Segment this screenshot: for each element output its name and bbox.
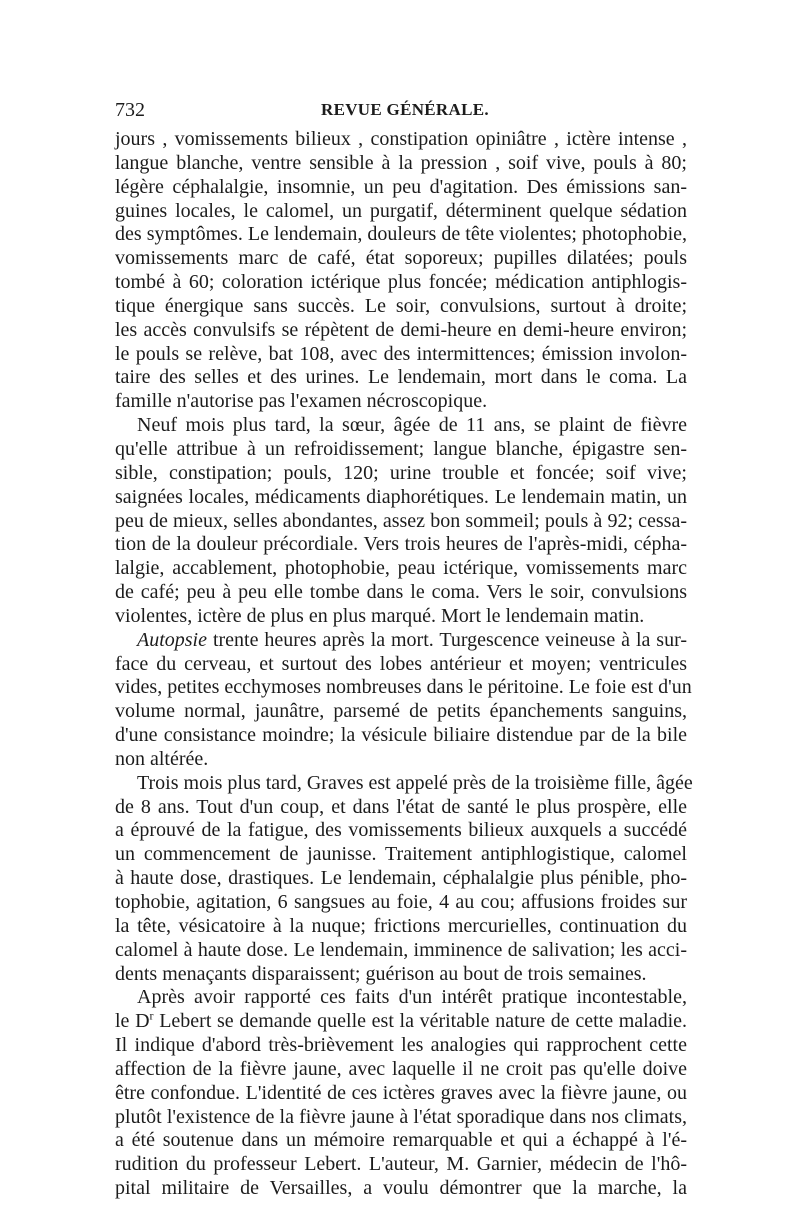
text-line: de café; peu à peu elle tombe dans le coma. Vers le soir, convulsions (115, 581, 687, 604)
page-number: 732 (115, 99, 145, 121)
running-title: REVUE GÉNÉRALE. (321, 100, 489, 119)
text-line: d'une consistance moindre; la vésicule biliaire distendue par de la bile (115, 724, 687, 747)
doctor-abbrev: le D (115, 1010, 150, 1033)
text-line: saignées locales, médicaments diaphorétiques. Le lendemain matin, un (115, 485, 687, 508)
text-line: famille n'autorise pas l'examen nécroscopique. (115, 390, 488, 413)
doctor-line-text: Lebert se demande quelle est la véritable nature de cette maladie. (159, 1010, 688, 1033)
text-line: langue blanche, ventre sensible à la pression , soif vive, pouls à 80; (115, 151, 687, 174)
text-line: vides, petites ecchymoses nombreuses dans le péritoine. Le foie est d'un (115, 676, 692, 699)
text-line: Il indique d'abord très-brièvement les analogies qui rapprochent cette (115, 1034, 687, 1057)
text-line: qu'elle attribue à un refroidissement; langue blanche, épigastre sen- (115, 437, 687, 460)
text-line: dents menaçants disparaissent; guérison au bout de trois semaines. (115, 962, 647, 985)
text-line: plutôt l'existence de la fièvre jaune à l'état sporadique dans nos climats, (115, 1105, 687, 1128)
text-line: un commencement de jaunisse. Traitement antiphlogistique, calomel (115, 843, 687, 866)
autopsie-text: trente heures après la mort. Turgescence veineuse à la sur- (212, 628, 688, 651)
text-line: tique énergique sans succès. Le soir, convulsions, surtout à droite; (115, 294, 687, 317)
doctor-line (115, 1010, 687, 1034)
text-line: non altérée. (115, 747, 209, 770)
text-line: jours , vomissements bilieux , constipation opiniâtre , ictère intense , (115, 128, 687, 150)
text-line: légère céphalalgie, insomnie, un peu d'agitation. Des émissions san- (115, 175, 687, 198)
text-line: a été soutenue dans un mémoire remarquable et qui a échappé à l'é- (115, 1129, 687, 1152)
text-line: les accès convulsifs se répètent de demi-heure en demi-heure environ; (115, 318, 687, 341)
text-line: face du cerveau, et surtout des lobes antérieur et moyen; ventricules (115, 652, 687, 675)
text-line: calomel à haute dose. Le lendemain, imminence de salivation; les acci- (115, 938, 687, 961)
text-line: lalgie, accablement, photophobie, peau ictérique, vomissements marc (115, 557, 687, 580)
text-line: être confondue. L'identité de ces ictères graves avec la fièvre jaune, ou (115, 1081, 687, 1104)
text-line: volume normal, jaunâtre, parsemé de petits épanchements sanguins, (115, 700, 687, 723)
text-line: sible, constipation; pouls, 120; urine trouble et foncée; soif vive; (115, 461, 687, 484)
text-line: guines locales, le calomel, un purgatif, déterminent quelque sédation (115, 199, 687, 222)
text-line: des symptômes. Le lendemain, douleurs de tête violentes; photophobie, (115, 223, 687, 246)
text-line: rudition du professeur Lebert. L'auteur, M. Garnier, médecin de l'hô- (115, 1153, 687, 1176)
text-line: peu de mieux, selles abondantes, assez bon sommeil; pouls à 92; cessa- (115, 509, 687, 532)
text-line: affection de la fièvre jaune, avec laquelle il ne croit pas qu'elle doive (115, 1057, 687, 1080)
doctor-superscript: r (149, 1008, 154, 1023)
text-line: tophobie, agitation, 6 sangsues au foie, 4 au cou; affusions froides sur (115, 891, 687, 913)
text-line: à haute dose, drastiques. Le lendemain, céphalalgie plus pénible, pho- (115, 867, 687, 890)
body-text (115, 128, 693, 1201)
paragraph-start-line: Neuf mois plus tard, la sœur, âgée de 11 ans, se plaint de fièvre (137, 414, 687, 437)
autopsie-label: Autopsie (137, 628, 207, 651)
text-line: tombé à 60; coloration ictérique plus foncée; médication antiphlogis- (115, 271, 687, 294)
text-line: taire des selles et des urines. Le lendemain, mort dans le coma. La (115, 366, 687, 389)
paragraph-start-line: Après avoir rapporté ces faits d'un intérêt pratique incontestable, (137, 986, 687, 1009)
text-line: vomissements marc de café, état soporeux; pupilles dilatées; pouls (115, 247, 687, 270)
text-line: la tête, vésicatoire à la nuque; frictions mercurielles, continuation du (115, 914, 687, 937)
autopsie-line (115, 629, 687, 653)
text-line: a éprouvé de la fatigue, des vomissements bilieux auxquels a succédé (115, 819, 687, 842)
text-line: de 8 ans. Tout d'un coup, et dans l'état de santé le plus prospère, elle (115, 795, 687, 818)
text-line: pital militaire de Versailles, a voulu démontrer que la marche, la (115, 1177, 687, 1200)
paragraph-start-line: Trois mois plus tard, Graves est appelé près de la troisième fille, âgée (137, 771, 693, 794)
text-line: violentes, ictère de plus en plus marqué. Mort le lendemain matin. (115, 604, 645, 627)
page-header (115, 97, 687, 123)
text-line: le pouls se relève, bat 108, avec des intermittences; émission involon- (115, 342, 687, 365)
text-line: tion de la douleur précordiale. Vers trois heures de l'après-midi, cépha- (115, 533, 687, 556)
